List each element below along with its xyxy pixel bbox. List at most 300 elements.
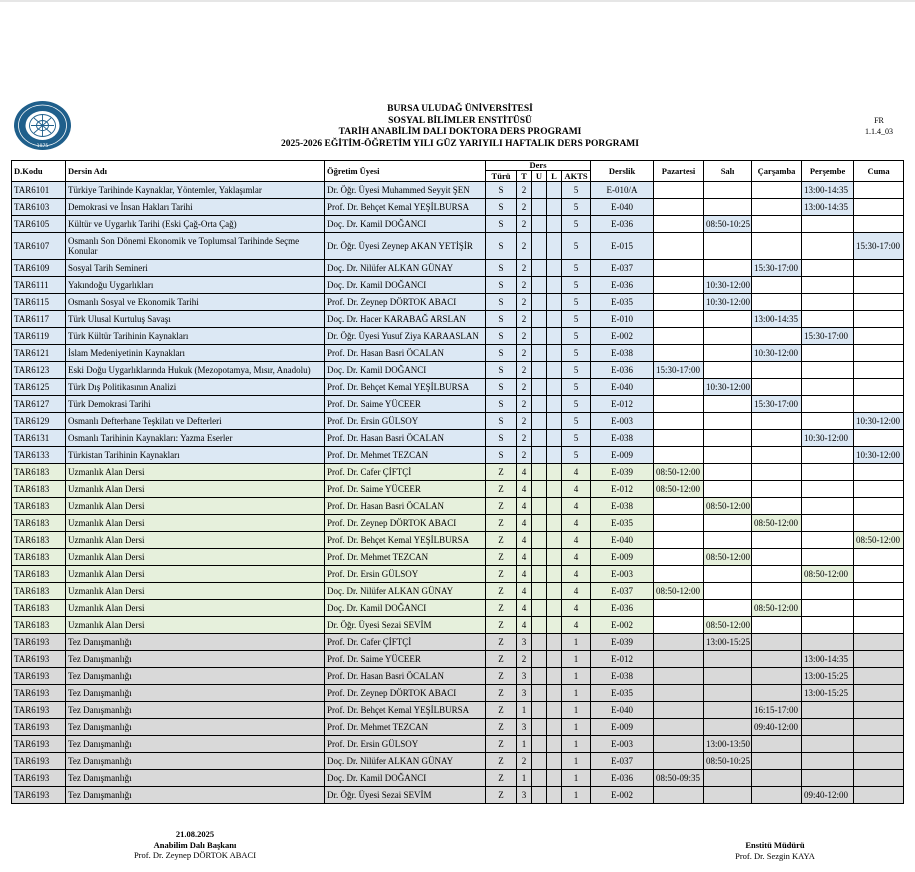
theory-hours: 2 xyxy=(517,753,532,770)
course-code: TAR6183 xyxy=(12,600,66,617)
course-type: Z xyxy=(486,702,517,719)
wednesday-slot xyxy=(752,617,802,634)
akts-credits: 5 xyxy=(562,182,591,199)
akts-credits: 4 xyxy=(562,617,591,634)
friday-slot xyxy=(854,294,904,311)
table-row xyxy=(12,311,904,328)
course-name: Uzmanlık Alan Dersi xyxy=(66,532,325,549)
tuesday-slot xyxy=(704,464,752,481)
thursday-slot: 15:30-17:00 xyxy=(802,328,854,345)
akts-credits: 5 xyxy=(562,199,591,216)
schedule-body xyxy=(12,182,904,804)
classroom: E-012 xyxy=(591,651,654,668)
monday-slot xyxy=(654,199,704,216)
instructor-name: Doç. Dr. Nilüfer ALKAN GÜNAY xyxy=(325,753,486,770)
course-code: TAR6101 xyxy=(12,182,66,199)
col-header-tuesday: Salı xyxy=(704,161,752,182)
course-type: Z xyxy=(486,532,517,549)
akts-credits: 4 xyxy=(562,566,591,583)
wednesday-slot: 13:00-14:35 xyxy=(752,311,802,328)
course-type: S xyxy=(486,294,517,311)
lab-hours xyxy=(547,787,562,804)
table-row xyxy=(12,464,904,481)
friday-slot xyxy=(854,787,904,804)
course-name: Uzmanlık Alan Dersi xyxy=(66,549,325,566)
course-type: S xyxy=(486,260,517,277)
course-type: S xyxy=(486,328,517,345)
tuesday-slot xyxy=(704,668,752,685)
monday-slot xyxy=(654,182,704,199)
lab-hours xyxy=(547,328,562,345)
tuesday-slot xyxy=(704,481,752,498)
monday-slot xyxy=(654,277,704,294)
thursday-slot xyxy=(802,413,854,430)
monday-slot xyxy=(654,498,704,515)
tuesday-slot xyxy=(704,583,752,600)
practice-hours xyxy=(532,634,547,651)
thursday-slot xyxy=(802,719,854,736)
classroom: E-002 xyxy=(591,787,654,804)
akts-credits: 5 xyxy=(562,233,591,260)
wednesday-slot xyxy=(752,277,802,294)
course-type: S xyxy=(486,345,517,362)
practice-hours xyxy=(532,753,547,770)
friday-slot xyxy=(854,515,904,532)
instructor-name: Doç. Dr. Kamil DOĞANCI xyxy=(325,216,486,233)
course-name: Uzmanlık Alan Dersi xyxy=(66,515,325,532)
classroom: E-003 xyxy=(591,566,654,583)
classroom: E-015 xyxy=(591,233,654,260)
theory-hours: 3 xyxy=(517,685,532,702)
table-row xyxy=(12,787,904,804)
course-code: TAR6183 xyxy=(12,617,66,634)
col-header-wednesday: Çarşamba xyxy=(752,161,802,182)
theory-hours: 4 xyxy=(517,464,532,481)
course-code: TAR6103 xyxy=(12,199,66,216)
akts-credits: 5 xyxy=(562,396,591,413)
course-code: TAR6183 xyxy=(12,481,66,498)
practice-hours xyxy=(532,311,547,328)
theory-hours: 4 xyxy=(517,566,532,583)
tuesday-slot: 13:00-13:50 xyxy=(704,736,752,753)
akts-credits: 1 xyxy=(562,651,591,668)
tuesday-slot xyxy=(704,362,752,379)
course-code: TAR6183 xyxy=(12,583,66,600)
course-code: TAR6183 xyxy=(12,515,66,532)
wednesday-slot xyxy=(752,787,802,804)
theory-hours: 2 xyxy=(517,260,532,277)
tuesday-slot: 08:50-12:00 xyxy=(704,549,752,566)
theory-hours: 3 xyxy=(517,634,532,651)
instructor-name: Prof. Dr. Behçet Kemal YEŞİLBURSA xyxy=(325,379,486,396)
friday-slot xyxy=(854,566,904,583)
practice-hours xyxy=(532,736,547,753)
practice-hours xyxy=(532,515,547,532)
table-row xyxy=(12,753,904,770)
practice-hours xyxy=(532,277,547,294)
course-type: Z xyxy=(486,770,517,787)
tuesday-slot xyxy=(704,260,752,277)
course-code: TAR6119 xyxy=(12,328,66,345)
monday-slot xyxy=(654,600,704,617)
thursday-slot xyxy=(802,260,854,277)
lab-hours xyxy=(547,199,562,216)
tuesday-slot xyxy=(704,719,752,736)
friday-slot xyxy=(854,260,904,277)
course-name: Uzmanlık Alan Dersi xyxy=(66,583,325,600)
course-code: TAR6183 xyxy=(12,464,66,481)
course-code: TAR6183 xyxy=(12,498,66,515)
wednesday-slot xyxy=(752,233,802,260)
lab-hours xyxy=(547,430,562,447)
course-name: Eski Doğu Uygarlıklarında Hukuk (Mezopotamya, Mısır, Anadolu) xyxy=(66,362,325,379)
lab-hours xyxy=(547,311,562,328)
course-type: S xyxy=(486,233,517,260)
monday-slot xyxy=(654,702,704,719)
monday-slot xyxy=(654,685,704,702)
course-name: Demokrasi ve İnsan Hakları Tarihi xyxy=(66,199,325,216)
monday-slot xyxy=(654,617,704,634)
course-name: Osmanlı Sosyal ve Ekonomik Tarihi xyxy=(66,294,325,311)
course-name: Tez Danışmanlığı xyxy=(66,685,325,702)
friday-slot: 08:50-12:00 xyxy=(854,532,904,549)
practice-hours xyxy=(532,702,547,719)
friday-slot xyxy=(854,634,904,651)
wednesday-slot: 09:40-12:00 xyxy=(752,719,802,736)
thursday-slot: 13:00-14:35 xyxy=(802,651,854,668)
friday-slot xyxy=(854,379,904,396)
theory-hours: 3 xyxy=(517,719,532,736)
term-title: 2025-2026 EĞİTİM-ÖĞRETİM YILI GÜZ YARIYILI HAFTALIK DERS PORGRAMI xyxy=(281,138,639,149)
akts-credits: 5 xyxy=(562,311,591,328)
wednesday-slot xyxy=(752,532,802,549)
classroom: E-009 xyxy=(591,719,654,736)
theory-hours: 4 xyxy=(517,549,532,566)
practice-hours xyxy=(532,617,547,634)
lab-hours xyxy=(547,668,562,685)
friday-slot: 10:30-12:00 xyxy=(854,413,904,430)
practice-hours xyxy=(532,481,547,498)
friday-slot xyxy=(854,600,904,617)
thursday-slot xyxy=(802,498,854,515)
thursday-slot xyxy=(802,736,854,753)
classroom: E-040 xyxy=(591,199,654,216)
theory-hours: 3 xyxy=(517,787,532,804)
friday-slot xyxy=(854,362,904,379)
akts-credits: 5 xyxy=(562,294,591,311)
classroom: E-040 xyxy=(591,702,654,719)
col-header-instructor: Öğretim Üyesi xyxy=(325,161,486,182)
course-code: TAR6123 xyxy=(12,362,66,379)
course-name: Uzmanlık Alan Dersi xyxy=(66,464,325,481)
practice-hours xyxy=(532,182,547,199)
friday-slot xyxy=(854,651,904,668)
table-row xyxy=(12,600,904,617)
course-code: TAR6183 xyxy=(12,566,66,583)
course-name: Uzmanlık Alan Dersi xyxy=(66,481,325,498)
course-type: Z xyxy=(486,515,517,532)
lab-hours xyxy=(547,182,562,199)
course-code: TAR6193 xyxy=(12,787,66,804)
course-type: S xyxy=(486,199,517,216)
col-header-akts: AKTS xyxy=(562,171,591,182)
classroom: E-037 xyxy=(591,260,654,277)
tuesday-slot xyxy=(704,515,752,532)
practice-hours xyxy=(532,345,547,362)
thursday-slot xyxy=(802,345,854,362)
footer-date: 21.08.2025 xyxy=(175,829,215,839)
akts-credits: 1 xyxy=(562,736,591,753)
classroom: E-037 xyxy=(591,753,654,770)
thursday-slot xyxy=(802,583,854,600)
course-code: TAR6193 xyxy=(12,685,66,702)
practice-hours xyxy=(532,583,547,600)
akts-credits: 5 xyxy=(562,260,591,277)
course-name: Sosyal Tarih Semineri xyxy=(66,260,325,277)
instructor-name: Prof. Dr. Zeynep DÖRTOK ABACI xyxy=(325,515,486,532)
course-name: Tez Danışmanlığı xyxy=(66,651,325,668)
course-name: Uzmanlık Alan Dersi xyxy=(66,498,325,515)
akts-credits: 4 xyxy=(562,600,591,617)
table-row xyxy=(12,260,904,277)
classroom: E-038 xyxy=(591,345,654,362)
practice-hours xyxy=(532,787,547,804)
course-code: TAR6183 xyxy=(12,549,66,566)
classroom: E-040 xyxy=(591,379,654,396)
friday-slot xyxy=(854,736,904,753)
instructor-name: Doç. Dr. Kamil DOĞANCI xyxy=(325,277,486,294)
footer-left-signature xyxy=(120,829,270,861)
instructor-name: Doç. Dr. Nilüfer ALKAN GÜNAY xyxy=(325,583,486,600)
classroom: E-040 xyxy=(591,532,654,549)
col-header-thursday: Perşembe xyxy=(802,161,854,182)
practice-hours xyxy=(532,600,547,617)
lab-hours xyxy=(547,549,562,566)
classroom: E-039 xyxy=(591,634,654,651)
wednesday-slot xyxy=(752,583,802,600)
footer-left-name: Prof. Dr. Zeynep DÖRTOK ABACI xyxy=(133,850,257,860)
course-type: Z xyxy=(486,787,517,804)
theory-hours: 4 xyxy=(517,515,532,532)
table-row xyxy=(12,549,904,566)
practice-hours xyxy=(532,328,547,345)
friday-slot: 15:30-17:00 xyxy=(854,233,904,260)
thursday-slot xyxy=(802,277,854,294)
tuesday-slot xyxy=(704,328,752,345)
friday-slot xyxy=(854,464,904,481)
instructor-name: Prof. Dr. Mehmet TEZCAN xyxy=(325,447,486,464)
course-type: Z xyxy=(486,617,517,634)
course-type: Z xyxy=(486,753,517,770)
course-name: Tez Danışmanlığı xyxy=(66,736,325,753)
classroom: E-037 xyxy=(591,583,654,600)
course-code: TAR6193 xyxy=(12,753,66,770)
practice-hours xyxy=(532,216,547,233)
monday-slot xyxy=(654,396,704,413)
thursday-slot: 08:50-12:00 xyxy=(802,566,854,583)
wednesday-slot: 10:30-12:00 xyxy=(752,345,802,362)
thursday-slot xyxy=(802,617,854,634)
wednesday-slot: 16:15-17:00 xyxy=(752,702,802,719)
instructor-name: Doç. Dr. Kamil DOĞANCI xyxy=(325,600,486,617)
instructor-name: Dr. Öğr. Üyesi Zeynep AKAN YETİŞİR xyxy=(325,233,486,260)
classroom: E-010/A xyxy=(591,182,654,199)
svg-text:1975: 1975 xyxy=(36,144,49,149)
lab-hours xyxy=(547,753,562,770)
lab-hours xyxy=(547,634,562,651)
wednesday-slot xyxy=(752,216,802,233)
wednesday-slot xyxy=(752,668,802,685)
thursday-slot xyxy=(802,216,854,233)
instructor-name: Doç. Dr. Nilüfer ALKAN GÜNAY xyxy=(325,260,486,277)
tuesday-slot: 10:30-12:00 xyxy=(704,294,752,311)
wednesday-slot: 15:30-17:00 xyxy=(752,260,802,277)
thursday-slot xyxy=(802,532,854,549)
theory-hours: 1 xyxy=(517,702,532,719)
friday-slot xyxy=(854,199,904,216)
theory-hours: 4 xyxy=(517,600,532,617)
course-type: Z xyxy=(486,719,517,736)
monday-slot xyxy=(654,294,704,311)
friday-slot xyxy=(854,498,904,515)
course-type: S xyxy=(486,277,517,294)
monday-slot xyxy=(654,549,704,566)
course-code: TAR6105 xyxy=(12,216,66,233)
practice-hours xyxy=(532,464,547,481)
practice-hours xyxy=(532,199,547,216)
col-header-room: Derslik xyxy=(591,161,654,182)
akts-credits: 5 xyxy=(562,430,591,447)
classroom: E-012 xyxy=(591,396,654,413)
course-type: S xyxy=(486,216,517,233)
theory-hours: 2 xyxy=(517,233,532,260)
theory-hours: 4 xyxy=(517,498,532,515)
classroom: E-003 xyxy=(591,736,654,753)
instructor-name: Prof. Dr. Cafer ÇİFTÇİ xyxy=(325,464,486,481)
wednesday-slot xyxy=(752,566,802,583)
classroom: E-036 xyxy=(591,277,654,294)
theory-hours: 2 xyxy=(517,345,532,362)
thursday-slot xyxy=(802,464,854,481)
course-name: Osmanlı Defterhane Teşkilatı ve Defterleri xyxy=(66,413,325,430)
course-name: Türkiye Tarihinde Kaynaklar, Yöntemler, Yaklaşımlar xyxy=(66,182,325,199)
akts-credits: 5 xyxy=(562,277,591,294)
lab-hours xyxy=(547,600,562,617)
friday-slot xyxy=(854,277,904,294)
table-row xyxy=(12,413,904,430)
program-title: TARİH ANABİLİM DALI DOKTORA DERS PROGRAMI xyxy=(338,127,582,137)
course-name: Türk Kültür Tarihinin Kaynakları xyxy=(66,328,325,345)
lab-hours xyxy=(547,464,562,481)
lab-hours xyxy=(547,260,562,277)
akts-credits: 4 xyxy=(562,583,591,600)
course-type: S xyxy=(486,182,517,199)
friday-slot xyxy=(854,668,904,685)
theory-hours: 2 xyxy=(517,277,532,294)
akts-credits: 4 xyxy=(562,481,591,498)
tuesday-slot xyxy=(704,532,752,549)
course-code: TAR6193 xyxy=(12,651,66,668)
classroom: E-038 xyxy=(591,498,654,515)
wednesday-slot xyxy=(752,430,802,447)
instructor-name: Prof. Dr. Hasan Basri ÖCALAN xyxy=(325,345,486,362)
theory-hours: 4 xyxy=(517,532,532,549)
lab-hours xyxy=(547,294,562,311)
footer-left-title: Anabilim Dalı Başkanı xyxy=(153,839,237,850)
akts-credits: 1 xyxy=(562,634,591,651)
course-type: Z xyxy=(486,464,517,481)
course-name: Yakındoğu Uygarlıkları xyxy=(66,277,325,294)
table-row xyxy=(12,736,904,753)
thursday-slot: 13:00-14:35 xyxy=(802,199,854,216)
thursday-slot: 10:30-12:00 xyxy=(802,430,854,447)
monday-slot xyxy=(654,413,704,430)
table-row xyxy=(12,651,904,668)
friday-slot xyxy=(854,216,904,233)
akts-credits: 5 xyxy=(562,345,591,362)
tuesday-slot: 10:30-12:00 xyxy=(704,379,752,396)
tuesday-slot xyxy=(704,430,752,447)
course-code: TAR6127 xyxy=(12,396,66,413)
course-type: Z xyxy=(486,566,517,583)
tuesday-slot xyxy=(704,199,752,216)
wednesday-slot xyxy=(752,634,802,651)
wednesday-slot xyxy=(752,481,802,498)
course-name: Osmanlı Son Dönemi Ekonomik ve Toplumsal Tarihinde Seçme Konular xyxy=(66,233,325,260)
course-name: Tez Danışmanlığı xyxy=(66,702,325,719)
tuesday-slot xyxy=(704,345,752,362)
instructor-name: Prof. Dr. Hasan Basri ÖCALAN xyxy=(325,430,486,447)
friday-slot: 10:30-12:00 xyxy=(854,447,904,464)
col-header-practice: U xyxy=(532,171,547,182)
akts-credits: 4 xyxy=(562,515,591,532)
monday-slot xyxy=(654,634,704,651)
theory-hours: 4 xyxy=(517,617,532,634)
course-code: TAR6193 xyxy=(12,668,66,685)
course-name: Tez Danışmanlığı xyxy=(66,753,325,770)
akts-credits: 1 xyxy=(562,668,591,685)
practice-hours xyxy=(532,430,547,447)
instructor-name: Prof. Dr. Behçet Kemal YEŞİLBURSA xyxy=(325,532,486,549)
col-header-lab: L xyxy=(547,171,562,182)
theory-hours: 2 xyxy=(517,182,532,199)
table-row xyxy=(12,685,904,702)
course-code: TAR6183 xyxy=(12,532,66,549)
friday-slot xyxy=(854,617,904,634)
course-type: S xyxy=(486,430,517,447)
instructor-name: Prof. Dr. Mehmet TEZCAN xyxy=(325,549,486,566)
friday-slot xyxy=(854,396,904,413)
thursday-slot xyxy=(802,294,854,311)
lab-hours xyxy=(547,566,562,583)
table-row xyxy=(12,532,904,549)
practice-hours xyxy=(532,685,547,702)
tuesday-slot xyxy=(704,651,752,668)
practice-hours xyxy=(532,413,547,430)
wednesday-slot xyxy=(752,736,802,753)
top-border-line xyxy=(0,0,915,2)
friday-slot xyxy=(854,702,904,719)
course-name: Tez Danışmanlığı xyxy=(66,719,325,736)
practice-hours xyxy=(532,260,547,277)
course-code: TAR6193 xyxy=(12,736,66,753)
course-name: Türkistan Tarihinin Kaynakları xyxy=(66,447,325,464)
monday-slot: 08:50-12:00 xyxy=(654,464,704,481)
classroom: E-009 xyxy=(591,549,654,566)
table-row xyxy=(12,362,904,379)
course-type: Z xyxy=(486,498,517,515)
course-type: Z xyxy=(486,600,517,617)
